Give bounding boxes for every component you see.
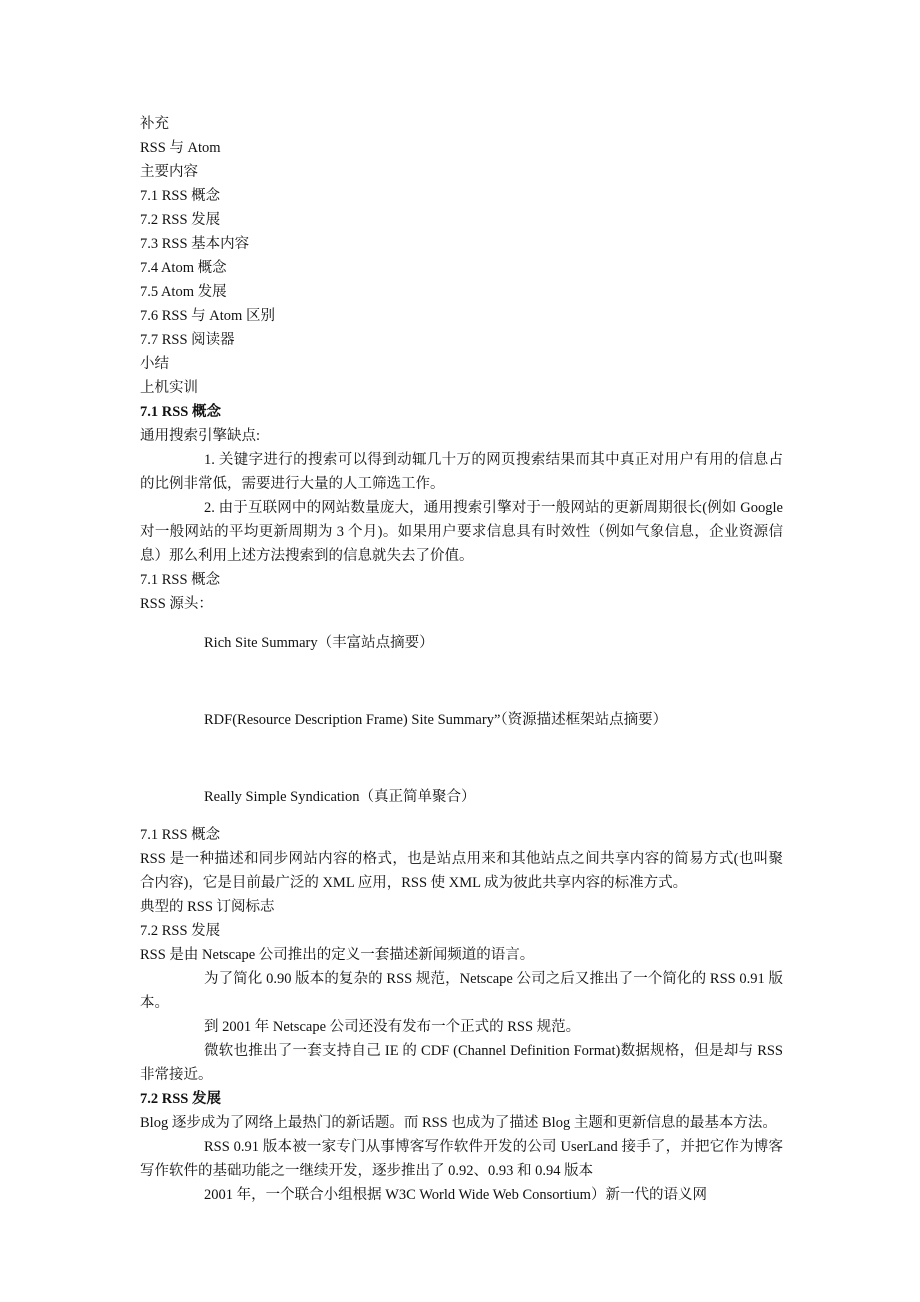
dev-paragraph-1: RSS 是由 Netscape 公司推出的定义一套描述新闻频道的语言。 xyxy=(140,947,535,963)
section-heading: 7.1 RSS 概念 xyxy=(140,827,221,843)
dev-paragraph-2: 为了简化 0.90 版本的复杂的 RSS 规范，Netscape 公司之后又推出了一个简化的 RSS 0.91 版本。 xyxy=(140,971,783,1011)
main-content-heading: 主要内容 xyxy=(140,164,198,180)
section-heading: 7.2 RSS 发展 xyxy=(140,923,221,939)
supplement-label: 补充 xyxy=(140,116,169,132)
toc-item: 7.4 Atom 概念 xyxy=(140,260,227,276)
toc-item: 7.3 RSS 基本内容 xyxy=(140,236,250,252)
toc-item: 7.5 Atom 发展 xyxy=(140,284,227,300)
rss-definition-paragraph: RSS 是一种描述和同步网站内容的格式，也是站点用来和其他站点之间共享内容的简易方式(也叫聚合内容)，它是目前最广泛的 XML 应用，RSS 使 XML 成为彼此共享内容的标准方式。 xyxy=(140,851,783,891)
section-heading: 7.1 RSS 概念 xyxy=(140,572,221,588)
toc-item: 7.1 RSS 概念 xyxy=(140,188,221,204)
document-title: RSS 与 Atom xyxy=(140,140,221,156)
blog-paragraph-1: Blog 逐步成为了网络上最热门的新话题。而 RSS 也成为了描述 Blog 主题和更新信息的最基本方法。 xyxy=(140,1115,777,1131)
dev-paragraph-4: 微软也推出了一套支持自己 IE 的 CDF (Channel Definition Format)数据规格，但是却与 RSS 非常接近。 xyxy=(140,1043,783,1083)
rss-source-item: Rich Site Summary（丰富站点摘要） xyxy=(204,634,434,651)
toc-item: 7.7 RSS 阅读器 xyxy=(140,332,235,348)
lab-item: 上机实训 xyxy=(140,380,198,396)
toc-item: 7.6 RSS 与 Atom 区别 xyxy=(140,308,275,324)
summary-item: 小结 xyxy=(140,356,169,372)
section-heading: 7.2 RSS 发展 xyxy=(140,1091,221,1107)
rss-source-item: Really Simple Syndication（真正简单聚合） xyxy=(204,788,476,805)
blank-line xyxy=(140,669,783,693)
weakness-paragraph-1: 1. 关键字进行的搜索可以得到动辄几十万的网页搜索结果而其中真正对用户有用的信息占的比例非常低，需要进行大量的人工筛选工作。 xyxy=(140,452,783,492)
blog-paragraph-3: 2001 年，一个联合小组根据 W3C World Wide Web Consortium）新一代的语义网 xyxy=(204,1187,707,1203)
section-heading: 7.1 RSS 概念 xyxy=(140,404,221,420)
rss-source-heading: RSS 源头： xyxy=(140,596,213,612)
rss-source-item: RDF(Resource Description Frame) Site Summary”（资源描述框架站点摘要） xyxy=(204,711,668,728)
dev-paragraph-3: 到 2001 年 Netscape 公司还没有发布一个正式的 RSS 规范。 xyxy=(204,1019,581,1035)
weakness-paragraph-2: 2. 由于互联网中的网站数量庞大，通用搜索引擎对于一般网站的更新周期很长(例如 Google 对一般网站的平均更新周期为 3 个月)。如果用户要求信息具有时效性（例如气象信息，企业资源信息）那么利用上述方法搜索到的信息就失去了价值。 xyxy=(140,500,783,564)
rss-mark-caption: 典型的 RSS 订阅标志 xyxy=(140,899,275,915)
blog-paragraph-2: RSS 0.91 版本被一家专门从事博客写作软件开发的公司 UserLand 接手了，并把它作为博客写作软件的基础功能之一继续开发，逐步推出了 0.92、0.93 和 0.94 版本 xyxy=(140,1139,783,1179)
document-page xyxy=(140,112,783,1207)
toc-item: 7.2 RSS 发展 xyxy=(140,212,221,228)
search-weakness-heading: 通用搜索引擎缺点: xyxy=(140,428,261,444)
blank-line xyxy=(140,746,783,770)
